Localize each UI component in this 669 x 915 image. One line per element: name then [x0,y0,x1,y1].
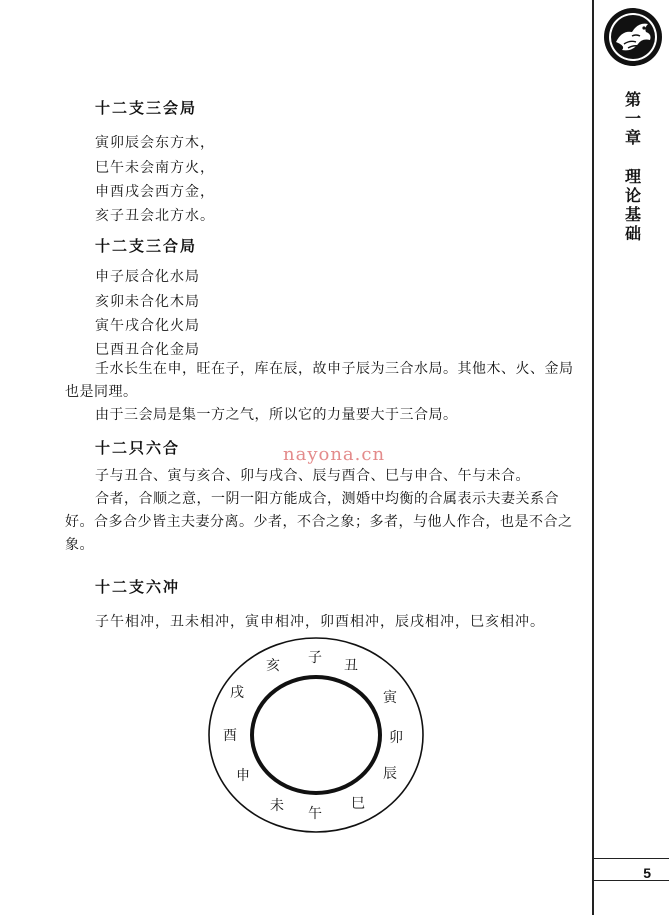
chapter-label [620,90,646,243]
chapter-sidebar [592,0,669,915]
liuchong-text: 子午相冲，丑未相冲，寅申相冲，卯酉相冲，辰戌相冲，巳亥相冲。 [95,614,545,630]
heading-liuchong: 十二支六冲 [95,578,181,596]
sanhui-line-3: 申酉戌会西方金， [95,184,215,200]
branch-zi: 子 [308,650,322,666]
sanhe-explanation: 壬水长生在申，旺在子，库在辰，故申子辰为三合水局。其他木、火、金局也是同理。 [65,361,574,400]
branch-hai: 亥 [266,658,280,674]
sanhe-comparison: 由于三会局是集一方之气，所以它的力量要大于三合局。 [95,407,458,423]
chapter-char-3: 章 [624,128,641,147]
sanhe-line-3: 寅午戌合化火局 [95,318,200,334]
liuhe-paragraphs [65,465,575,557]
sanhui-line-2: 巳午未会南方火， [95,160,215,176]
heading-liuhe: 十二只六合 [95,439,181,457]
branch-shen: 申 [236,768,250,784]
chapter-char-1: 第 [624,90,641,109]
branch-si: 巳 [351,796,365,812]
branch-xu: 戌 [230,685,244,701]
sanhe-paragraphs [65,358,575,427]
topic-char-1: 理 [624,167,641,186]
branch-mao: 卯 [389,730,403,746]
sidebar-divider-lower [594,880,669,881]
heading-sanhe: 十二支三合局 [95,237,198,255]
bird-emblem-icon [602,6,664,68]
topic-char-4: 础 [624,224,641,243]
sanhe-line-4: 巳酉丑合化金局 [95,342,200,358]
sanhe-line-1: 申子辰合化水局 [95,269,200,285]
sanhe-line-2: 亥卯未合化木局 [95,294,200,310]
sanhui-line-4: 亥子丑会北方水。 [95,208,215,224]
liuhe-pairs: 子与丑合、寅与亥合、卯与戌合、辰与酉合、巳与申合、午与未合。 [95,468,530,484]
liuhe-explanation: 合者，合顺之意，一阴一阳方能成合，测婚中均衡的合属表示夫妻关系合好。合多合少皆主夫妻分离。少者，不合之象；多者，与他人作合，也是不合之象。 [65,491,573,553]
branch-chen: 辰 [383,766,397,782]
branch-wu: 午 [308,806,322,822]
branch-wheel-diagram [205,635,430,835]
sanhui-line-1: 寅卯辰会东方木， [95,135,215,151]
sidebar-divider [594,858,669,859]
branch-chou: 丑 [344,658,358,674]
inner-ring [252,677,380,793]
page-number: 5 [643,865,651,881]
branch-wei: 未 [270,798,284,814]
topic-char-2: 论 [624,186,641,205]
branch-you: 酉 [223,728,237,744]
watermark: nayona.cn [283,444,386,465]
heading-sanhui: 十二支三会局 [95,99,198,117]
branch-yin: 寅 [383,690,397,706]
chapter-char-2: 一 [624,109,641,128]
topic-char-3: 基 [624,205,641,224]
